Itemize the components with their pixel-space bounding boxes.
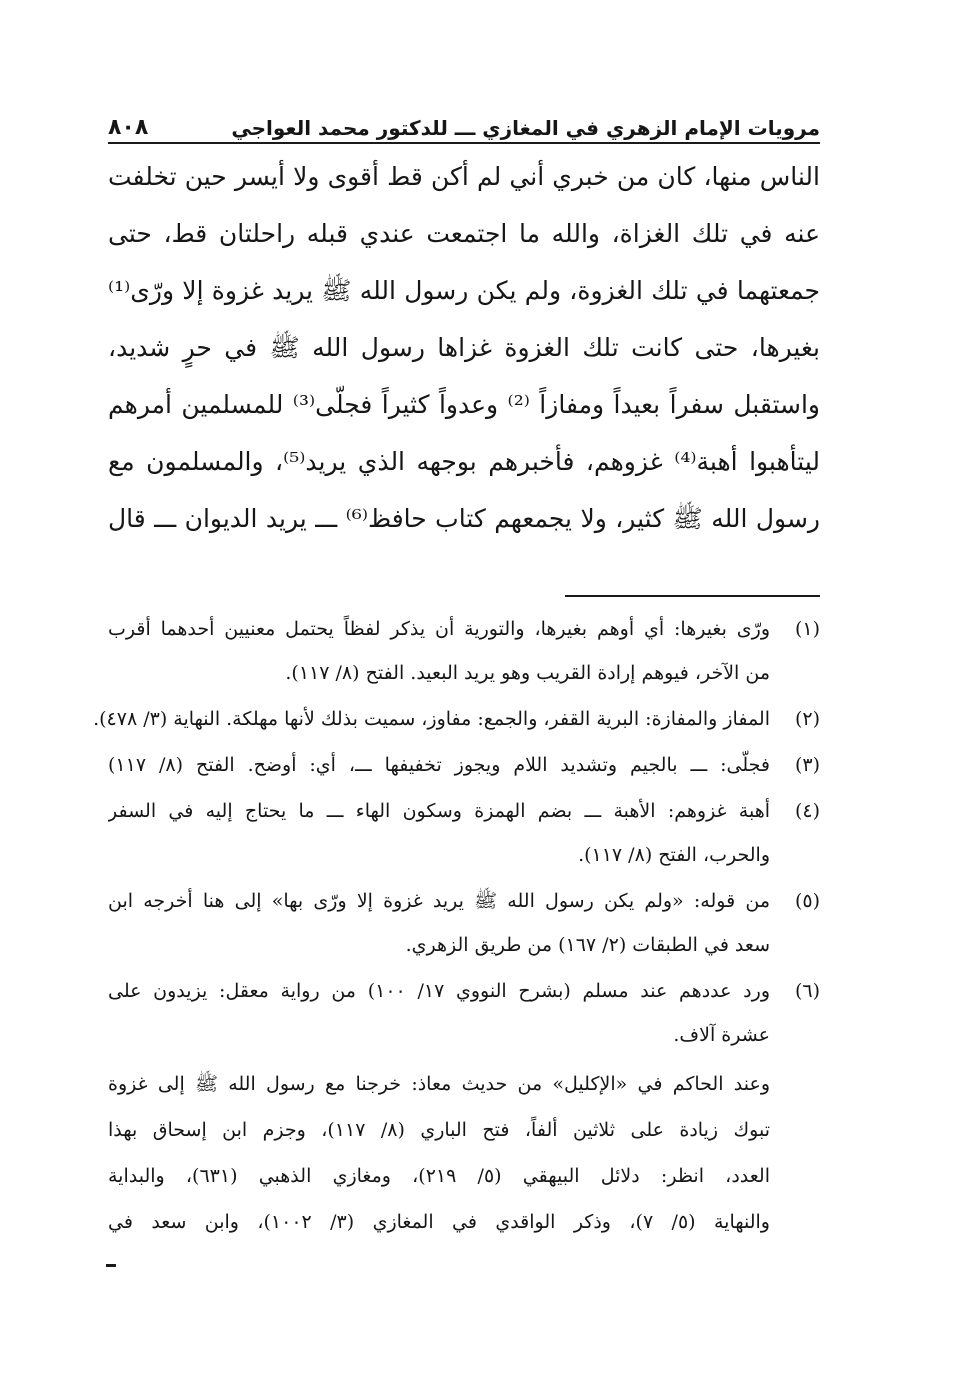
running-title: مرويات الإمام الزهري في المغازي ـــ للدكتور محمد العواجي bbox=[231, 116, 820, 140]
footnote-line: من قوله: «ولم يكن رسول الله ﷺ يريد غزوة إلا ورّى بها» إلى هنا أخرجه ابن bbox=[108, 890, 770, 912]
footnote-line: ورّى بغيرها: أي أوهم بغيرها، والتورية أن يذكر لفظاً يحتمل معنيين أحدهما أقرب bbox=[108, 618, 770, 640]
footnote-number: (٤) bbox=[794, 800, 820, 822]
footnote-line: والنهاية (٥/ ٧)، وذكر الواقدي في المغازي (٣/ ١٠٠٢)، وابن سعد في bbox=[108, 1211, 770, 1233]
footnote-separator bbox=[565, 595, 820, 597]
footnote-6 bbox=[108, 969, 820, 1057]
footnotes bbox=[93, 607, 820, 1245]
footnote-line: تبوك زيادة على ثلاثين ألفاً، فتح الباري (٨/ ١١٧)، وجزم ابن إسحاق بهذا bbox=[108, 1119, 770, 1141]
footnote-number: (١) bbox=[794, 618, 820, 640]
body-line: ليتأهبوا أهبة⁽⁴⁾ غزوهم، فأخبرهم بوجهه الذي يريد⁽⁵⁾، والمسلمون مع bbox=[108, 447, 820, 476]
running-header bbox=[108, 100, 820, 144]
body-line: عنه في تلك الغزاة، والله ما اجتمعت عندي قبله راحلتان قط، حتى bbox=[108, 219, 820, 248]
footnote-line: والحرب، الفتح (٨/ ١١٧). bbox=[578, 844, 770, 866]
page-number: ٨٠٨ bbox=[108, 115, 149, 140]
footnote-line: وعند الحاكم في «الإكليل» من حديث معاذ: خرجنا مع رسول الله ﷺ إلى غزوة bbox=[108, 1073, 770, 1095]
body-line: واستقبل سفراً بعيداً ومفازاً ⁽²⁾ وعدواً كثيراً فجلّى⁽³⁾ للمسلمين أمرهم bbox=[108, 390, 820, 419]
body-line: بغيرها، حتى كانت تلك الغزوة غزاها رسول الله ﷺ في حرٍ شديد، bbox=[108, 333, 820, 362]
body-line: رسول الله ﷺ كثير، ولا يجمعهم كتاب حافظ⁽⁶⁾ ـــ يريد الديوان ـــ قال bbox=[108, 504, 820, 533]
footnote-line: ورد عددهم عند مسلم (بشرح النووي ١٧/ ١٠٠) من رواية معقل: يزيدون على bbox=[108, 980, 770, 1002]
footnote-number: (٢) bbox=[794, 708, 820, 730]
footnote-4 bbox=[108, 789, 820, 877]
body-line: الناس منها، كان من خبري أني لم أكن قط أقوى ولا أيسر حين تخلفت bbox=[108, 162, 820, 191]
footnote-2 bbox=[93, 697, 820, 741]
footnote-number: (٥) bbox=[794, 890, 820, 912]
footnote-number: (٣) bbox=[794, 754, 820, 776]
footnote-5 bbox=[108, 879, 820, 967]
footnote-line: المفاز والمفازة: البرية القفر، والجمع: مفاوز، سميت بذلك لأنها مهلكة. النهاية (٣/ ٤٧٨). bbox=[93, 708, 770, 730]
main-text bbox=[108, 148, 820, 547]
footnote-number: (٦) bbox=[794, 980, 820, 1002]
footnote-line: سعد في الطبقات (٢/ ١٦٧) من طريق الزهري. bbox=[405, 934, 770, 956]
footnote-3 bbox=[108, 743, 820, 787]
footnote-line: أهبة غزوهم: الأهبة ـــ بضم الهمزة وسكون الهاء ـــ ما يحتاج إليه في السفر bbox=[108, 800, 770, 822]
footnote-line: فجلّى: ـــ بالجيم وتشديد اللام ويجوز تخفيفها ـــ، أي: أوضح. الفتح (٨/ ١١٧) bbox=[108, 754, 770, 776]
footnote-line: العدد، انظر: دلائل البيهقي (٥/ ٢١٩)، ومغازي الذهبي (٦٣١)، والبداية bbox=[108, 1165, 770, 1187]
footnote-1 bbox=[108, 607, 820, 695]
footnote-continuation bbox=[108, 1061, 770, 1245]
continuation-mark bbox=[106, 1264, 116, 1267]
footnote-line: من الآخر، فيوهم إرادة القريب وهو يريد البعيد. الفتح (٨/ ١١٧). bbox=[285, 662, 770, 684]
footnote-line: عشرة آلاف. bbox=[673, 1024, 770, 1046]
book-page bbox=[93, 100, 820, 1245]
body-line: جمعتهما في تلك الغزوة، ولم يكن رسول الله ﷺ يريد غزوة إلا ورّى⁽¹⁾ bbox=[108, 276, 820, 305]
